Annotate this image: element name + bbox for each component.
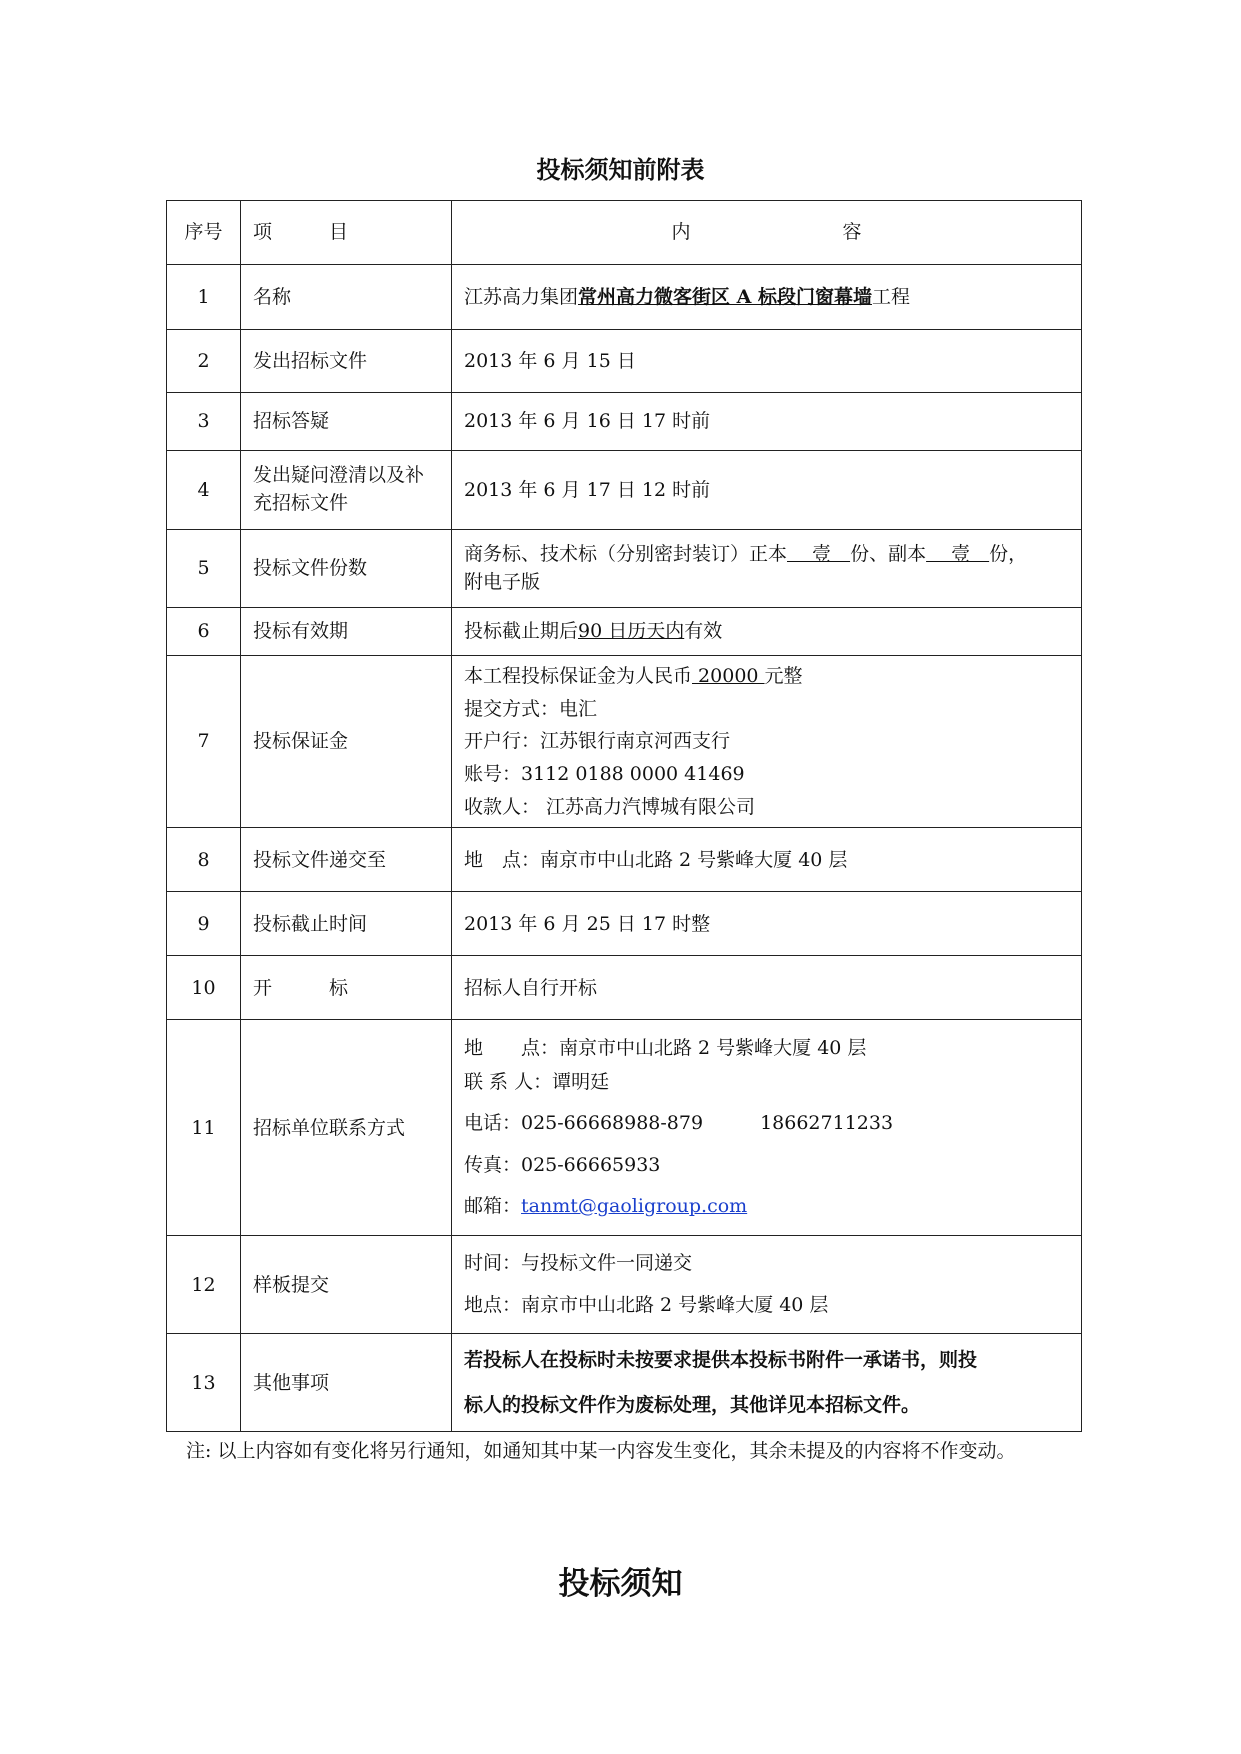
table-row — [167, 451, 1082, 530]
row-no: 9 — [167, 892, 241, 956]
bank-line: 开户行：江苏银行南京河西支行 — [464, 730, 731, 753]
row-no: 5 — [167, 530, 241, 608]
row-item: 开 标 — [241, 956, 452, 1020]
duplicate-count: 壹 — [926, 542, 990, 565]
row-content — [452, 1020, 1082, 1236]
email-link[interactable]: tanmt@gaoligroup.com — [521, 1195, 748, 1218]
row-content: 2013 年 6 月 16 日 17 时前 — [452, 393, 1082, 451]
row-no: 6 — [167, 608, 241, 656]
row-content — [452, 265, 1082, 330]
row-no: 2 — [167, 330, 241, 393]
project-owner: 江苏高力集团 — [464, 285, 579, 308]
row-item: 其他事项 — [241, 1334, 452, 1432]
row-item: 发出疑问澄清以及补充招标文件 — [241, 451, 452, 530]
bid-instructions-table — [166, 200, 1082, 1432]
row-content: 招标人自行开标 — [452, 956, 1082, 1020]
table-row — [167, 393, 1082, 451]
row-content — [452, 530, 1082, 608]
row-item: 招标答疑 — [241, 393, 452, 451]
table-row — [167, 530, 1082, 608]
validity-period: 90 日历天内 — [578, 620, 685, 643]
row-no: 11 — [167, 1020, 241, 1236]
deposit-amount-line — [464, 660, 1069, 693]
table-row — [167, 892, 1082, 956]
table-row — [167, 330, 1082, 393]
sample-place-line: 地点：南京市中山北路 2 号紫峰大厦 40 层 — [464, 1293, 829, 1316]
email-label: 邮箱： — [464, 1195, 522, 1218]
row-no: 8 — [167, 828, 241, 892]
phone-line: 电话：025-66668988-879 18662711233 — [464, 1112, 894, 1135]
row-item: 投标文件递交至 — [241, 828, 452, 892]
table-row — [167, 1020, 1082, 1236]
section-title: 投标须知 — [558, 1566, 683, 1602]
row-item: 投标文件份数 — [241, 530, 452, 608]
fax-line: 传真：025-66665933 — [464, 1153, 661, 1176]
row-content — [452, 1334, 1082, 1432]
header-no: 序号 — [167, 201, 241, 265]
table-row — [167, 1334, 1082, 1432]
account-line: 账号：3112 0188 0000 41469 — [464, 763, 745, 786]
row-content — [452, 1236, 1082, 1334]
other-matters-line: 标人的投标文件作为废标处理，其他详见本招标文件。 — [464, 1393, 921, 1416]
row-item: 投标保证金 — [241, 656, 452, 828]
row-no: 4 — [167, 451, 241, 530]
row-item: 样板提交 — [241, 1236, 452, 1334]
payment-method-line: 提交方式：电汇 — [464, 697, 598, 720]
table-note: 注: 以上内容如有变化将另行通知，如通知其中某一内容发生变化，其余未提及的内容将不作变动。 — [186, 1440, 1016, 1462]
copies-text: 份、副本 — [850, 542, 927, 565]
copies-text: 商务标、技术标（分别密封装订）正本 — [464, 542, 788, 565]
row-no: 7 — [167, 656, 241, 828]
row-no: 10 — [167, 956, 241, 1020]
deposit-text: 元整 — [764, 665, 803, 687]
row-item: 名称 — [241, 265, 452, 330]
row-content: 2013 年 6 月 25 日 17 时整 — [452, 892, 1082, 956]
table-row — [167, 828, 1082, 892]
row-item: 投标截止时间 — [241, 892, 452, 956]
electronic-copy-text: 附电子版 — [464, 570, 541, 593]
row-no: 13 — [167, 1334, 241, 1432]
table-row — [167, 956, 1082, 1020]
row-content — [452, 656, 1082, 828]
other-matters-line: 若投标人在投标时未按要求提供本投标书附件一承诺书，则投 — [464, 1349, 978, 1372]
row-content — [452, 608, 1082, 656]
row-content: 2013 年 6 月 15 日 — [452, 330, 1082, 393]
header-item: 项 目 — [241, 201, 452, 265]
contact-line: 联 系 人：谭明廷 — [464, 1070, 610, 1093]
address-line: 地 点：南京市中山北路 2 号紫峰大厦 40 层 — [464, 1037, 867, 1060]
row-item: 投标有效期 — [241, 608, 452, 656]
table-row — [167, 608, 1082, 656]
row-item: 发出招标文件 — [241, 330, 452, 393]
email-line — [464, 1192, 1069, 1221]
copies-text: 份， — [989, 542, 1028, 565]
deposit-amount: 20000 — [692, 665, 765, 687]
payee-line: 收款人： 江苏高力汽博城有限公司 — [464, 795, 756, 818]
row-item: 招标单位联系方式 — [241, 1020, 452, 1236]
table-header-row — [167, 201, 1082, 265]
row-no: 1 — [167, 265, 241, 330]
project-suffix: 工程 — [872, 285, 911, 308]
table-row — [167, 265, 1082, 330]
row-content: 地 点：南京市中山北路 2 号紫峰大厦 40 层 — [452, 828, 1082, 892]
project-name: 常州高力微客街区 A 标段门窗幕墙 — [578, 285, 872, 308]
sample-time-line: 时间：与投标文件一同递交 — [464, 1252, 693, 1275]
table-row — [167, 656, 1082, 828]
deposit-text: 本工程投标保证金为人民币 — [464, 665, 693, 687]
table-row — [167, 1236, 1082, 1334]
table-title: 投标须知前附表 — [536, 155, 705, 184]
header-content: 内 容 — [452, 201, 1082, 265]
row-no: 12 — [167, 1236, 241, 1334]
validity-text: 投标截止期后 — [464, 620, 579, 643]
validity-text: 有效 — [684, 620, 723, 643]
row-no: 3 — [167, 393, 241, 451]
row-content: 2013 年 6 月 17 日 12 时前 — [452, 451, 1082, 530]
original-count: 壹 — [787, 542, 851, 565]
